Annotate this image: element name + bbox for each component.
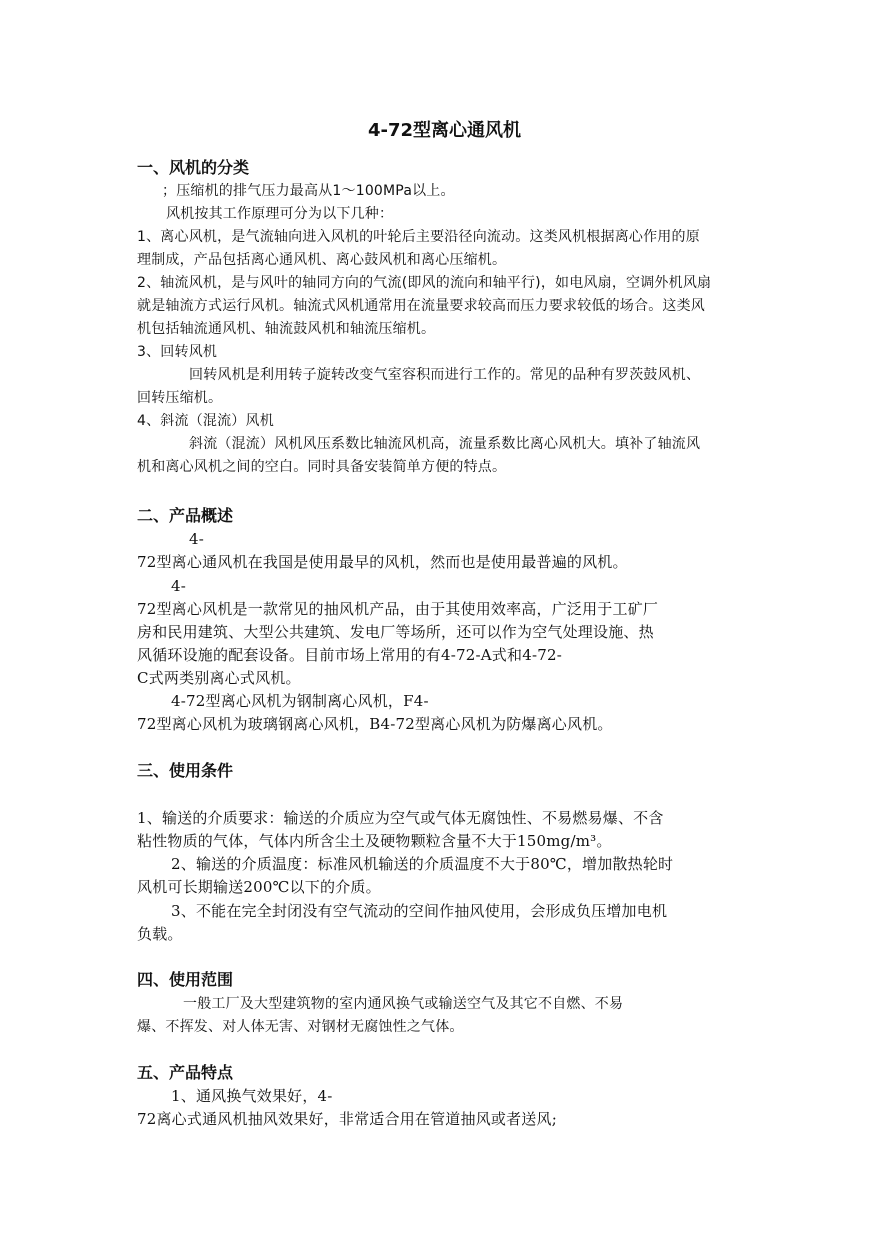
paragraph-line: 机包括轴流通风机、轴流鼓风机和轴流压缩机。 [137, 321, 436, 337]
paragraph-line: 4- [171, 577, 187, 595]
section-heading-features: 五、产品特点 [137, 1063, 234, 1082]
paragraph-line: ；压缩机的排气压力最高从1～100MPa以上。 [162, 183, 455, 199]
paragraph-line: 2、输送的介质温度：标准风机输送的介质温度不大于80℃，增加散热轮时 [171, 855, 674, 873]
paragraph-line: 3、不能在完全封闭没有空气流动的空间作抽风使用，会形成负压增加电机 [171, 902, 668, 920]
paragraph-line: 风循环设施的配套设备。目前市场上常用的有4-72-A式和4-72- [137, 646, 562, 664]
paragraph-line: 风机按其工作原理可分为以下几种： [166, 206, 394, 222]
section-heading-scope: 四、使用范围 [137, 970, 234, 989]
paragraph-line: 72离心式通风机抽风效果好，非常适合用在管道抽风或者送风; [137, 1110, 557, 1128]
paragraph-line: 3、回转风机 [137, 344, 218, 360]
paragraph-line: 4- [189, 530, 205, 548]
paragraph-line: 一般工厂及大型建筑物的室内通风换气或输送空气及其它不自燃、不易 [183, 996, 624, 1012]
paragraph-line: 理制成，产品包括离心通风机、离心鼓风机和离心压缩机。 [137, 252, 507, 268]
paragraph-line: 负载。 [137, 925, 183, 943]
paragraph-line: 1、输送的介质要求：输送的介质应为空气或气体无腐蚀性、不易燃易爆、不含 [137, 809, 664, 827]
section-heading-classification: 一、风机的分类 [137, 158, 250, 177]
paragraph-line: 1、通风换气效果好，4- [171, 1087, 333, 1105]
document-title: 4-72型离心通风机 [367, 120, 522, 141]
paragraph-line: 就是轴流方式运行风机。轴流式风机通常用在流量要求较高而压力要求较低的场合。这类风 [137, 298, 705, 314]
paragraph-line: 房和民用建筑、大型公共建筑、发电厂等场所，还可以作为空气处理设施、热 [137, 623, 654, 641]
paragraph-line: 回转风机是利用转子旋转改变气室容积而进行工作的。常见的品种有罗茨鼓风机、 [189, 367, 701, 383]
paragraph-line: 72型离心风机是一款常见的抽风机产品，由于其使用效率高，广泛用于工矿厂 [137, 600, 659, 618]
paragraph-line: 2、轴流风机，是与风叶的轴同方向的气流(即风的流向和轴平行)，如电风扇，空调外机风扇 [137, 275, 712, 291]
section-heading-overview: 二、产品概述 [137, 506, 234, 525]
paragraph-line: 1、离心风机，是气流轴向进入风机的叶轮后主要沿径向流动。这类风机根据离心作用的原 [137, 229, 700, 245]
paragraph-line: 72型离心风机为玻璃钢离心风机，B4-72型离心风机为防爆离心风机。 [137, 715, 613, 733]
paragraph-line: C式两类别离心式风机。 [137, 669, 301, 687]
paragraph-line: 4、斜流（混流）风机 [137, 413, 274, 429]
paragraph-line: 机和离心风机之间的空白。同时具备安装简单方便的特点。 [137, 459, 507, 475]
paragraph-line: 风机可长期输送200℃以下的介质。 [137, 878, 381, 896]
paragraph-line: 4-72型离心风机为钢制离心风机，F4- [171, 692, 429, 710]
paragraph-line: 72型离心通风机在我国是使用最早的风机，然而也是使用最普遍的风机。 [137, 553, 628, 571]
section-heading-conditions: 三、使用条件 [137, 761, 234, 780]
paragraph-line: 斜流（混流）风机风压系数比轴流风机高，流量系数比离心风机大。填补了轴流风 [189, 436, 701, 452]
paragraph-line: 回转压缩机。 [137, 390, 223, 406]
paragraph-line: 爆、不挥发、对人体无害、对钢材无腐蚀性之气体。 [137, 1019, 464, 1035]
paragraph-line: 粘性物质的气体，气体内所含尘土及硬物颗粒含量不大于150mg/m³。 [137, 832, 612, 850]
